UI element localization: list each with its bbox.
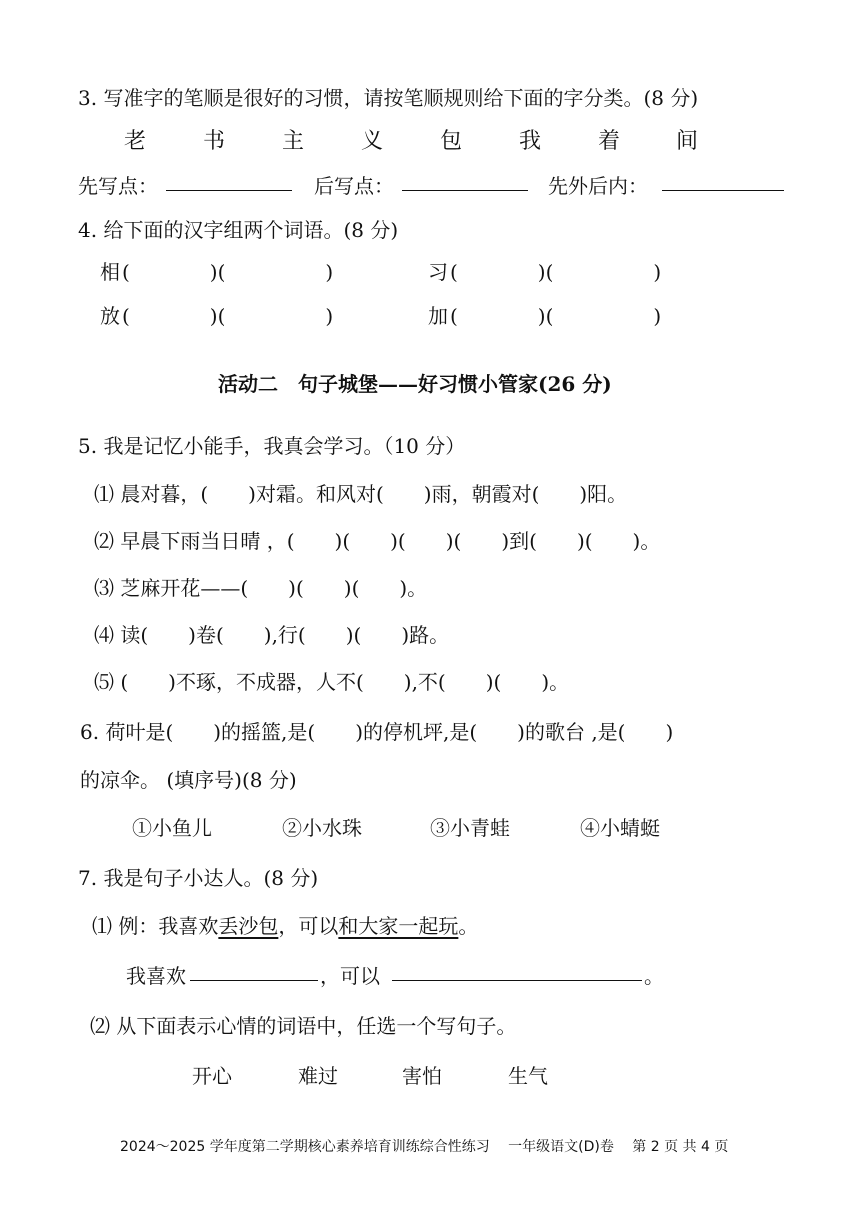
q5-item-4[interactable]: ⑷ 读( )卷( ),行( )( )路。 xyxy=(94,623,450,647)
q4-paren-group-4[interactable]: ( )( ) xyxy=(450,304,662,328)
q7-word-4: 生气 xyxy=(508,1064,548,1088)
q3-title: 3. 写准字的笔顺是很好的习惯，请按笔顺规则给下面的字分类。(8 分) xyxy=(78,86,699,110)
q7-fill-c: 。 xyxy=(644,964,664,988)
q3-blank-1[interactable] xyxy=(166,170,292,191)
q7-sub-2: ⑵ 从下面表示心情的词语中，任选一个写句子。 xyxy=(90,1014,517,1038)
q4-char-1: 相 xyxy=(100,260,120,284)
q3-char-4: 义 xyxy=(361,129,384,154)
q4-char-2: 习 xyxy=(428,260,448,284)
q4-title: 4. 给下面的汉字组两个词语。(8 分) xyxy=(78,218,399,242)
q3-char-2: 书 xyxy=(203,129,226,154)
q7-example xyxy=(92,910,478,939)
q3-char-1: 老 xyxy=(124,129,147,154)
q7-example-underlined-2: 和大家一起玩 xyxy=(338,914,459,938)
q4-paren-group-1[interactable]: ( )( ) xyxy=(122,260,334,284)
q6-line-2: 的凉伞。 (填序号)(8 分) xyxy=(80,768,297,792)
q5-item-3[interactable]: ⑶ 芝麻开花——( )( )( )。 xyxy=(94,576,428,600)
q4-paren-group-3[interactable]: ( )( ) xyxy=(122,304,334,328)
q7-title: 7. 我是句子小达人。(8 分) xyxy=(78,866,319,890)
q7-example-mid: ，可以 xyxy=(278,914,339,938)
q7-example-end: 。 xyxy=(458,914,479,938)
q6-line-1[interactable]: 6. 荷叶是( )的摇篮,是( )的停机坪,是( )的歌台 ,是( ) xyxy=(80,720,674,744)
q3-char-5: 包 xyxy=(440,129,463,154)
q3-char-6: 我 xyxy=(519,129,542,154)
q3-blank-2[interactable] xyxy=(402,170,528,191)
q3-char-8: 间 xyxy=(676,129,699,154)
q7-example-prefix: ⑴ 例：我喜欢 xyxy=(92,914,219,938)
q7-fill-a: 我喜欢 xyxy=(126,964,186,988)
q7-word-2: 难过 xyxy=(298,1064,338,1088)
q4-char-4: 加 xyxy=(428,304,448,328)
q5-item-5[interactable]: ⑸ ( )不琢，不成器，人不( ),不( )( )。 xyxy=(94,670,570,694)
q3-char-7: 着 xyxy=(598,129,621,154)
q7-example-underlined-1: 丢沙包 xyxy=(218,914,279,938)
q7-blank-1[interactable] xyxy=(190,960,318,981)
q3-char-3: 主 xyxy=(282,129,305,154)
q7-fill-b: ，可以 xyxy=(320,964,380,988)
q6-option-2: ②小水珠 xyxy=(282,816,362,840)
q6-option-4: ④小蜻蜓 xyxy=(580,816,660,840)
q5-item-2[interactable]: ⑵ 早晨下雨当日晴 ，( )( )( )( )到( )( )。 xyxy=(94,529,661,553)
q4-char-3: 放 xyxy=(100,304,120,328)
q5-item-1[interactable]: ⑴ 晨对暮，( )对霜。和风对( )雨，朝霞对( )阳。 xyxy=(94,482,628,506)
q4-paren-group-2[interactable]: ( )( ) xyxy=(450,260,662,284)
q7-blank-2[interactable] xyxy=(392,960,642,981)
q3-category-1: 先写点： xyxy=(78,174,158,198)
section-2-title: 活动二 句子城堡——好习惯小管家(26 分) xyxy=(218,372,612,396)
page-footer: 2024～2025 学年度第二学期核心素养培育训练综合性练习 一年级语文(D)卷 第 2 页 共 4 页 xyxy=(120,1139,729,1155)
q7-word-1: 开心 xyxy=(192,1064,232,1088)
q6-option-3: ③小青蛙 xyxy=(430,816,510,840)
q5-title: 5. 我是记忆小能手，我真会学习。（10 分） xyxy=(78,434,466,458)
q3-category-2: 后写点： xyxy=(314,174,394,198)
q6-option-1: ①小鱼儿 xyxy=(132,816,212,840)
q7-word-3: 害怕 xyxy=(402,1064,442,1088)
q3-category-3: 先外后内： xyxy=(548,174,648,198)
q3-blank-3[interactable] xyxy=(662,170,784,191)
